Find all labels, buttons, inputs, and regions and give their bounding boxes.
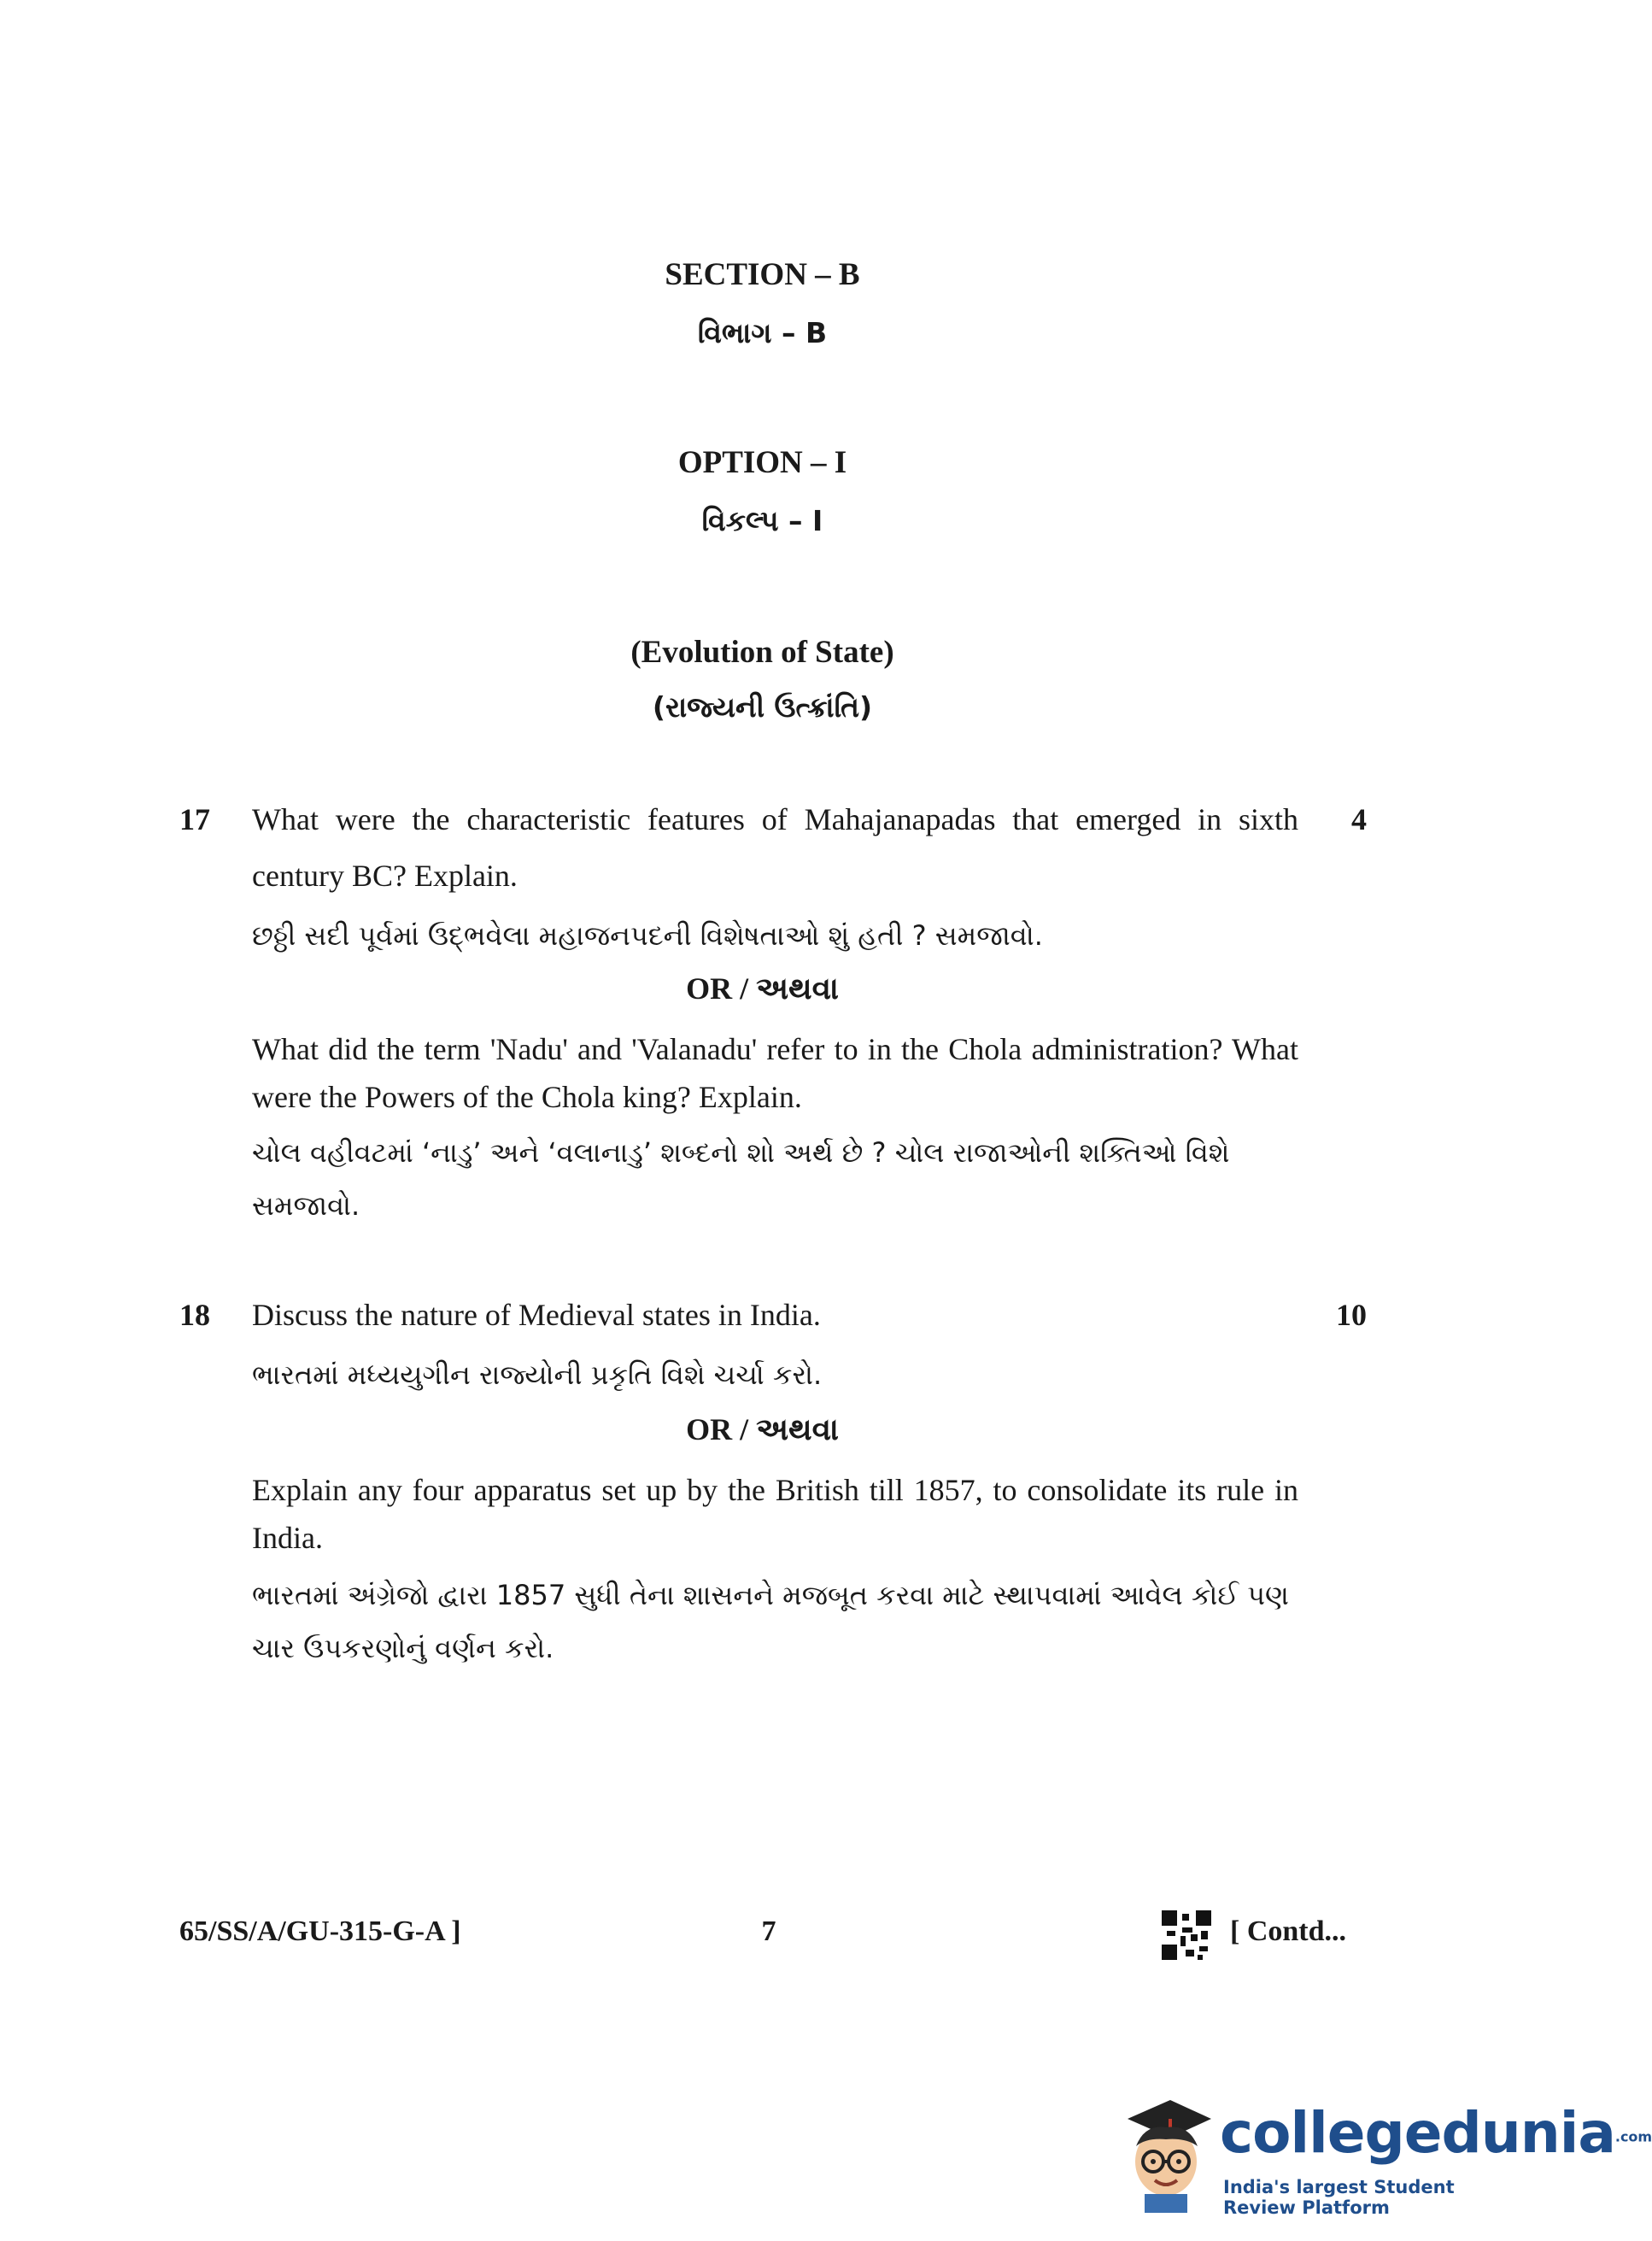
question-text-english: Discuss the nature of Medieval states in India. xyxy=(252,1298,821,1332)
paper-code: 65/SS/A/GU-315-G-A ] xyxy=(179,1915,461,1947)
question-marks: 4 xyxy=(1351,802,1367,836)
brand-name-text: collegedunia xyxy=(1220,2100,1615,2166)
or-separator: OR / અથવા xyxy=(686,971,839,1006)
question-text-gujarati: ભારતમાં મધ્યયુગીન રાજ્યોની પ્રકૃતિ વિશે ચર્ચા કરો. xyxy=(252,1358,823,1391)
question-number: 18 xyxy=(179,1298,210,1332)
alternative-question-english: Explain any four apparatus set up by the British till 1857, to consolidate its rule in India. xyxy=(252,1473,1298,1555)
question-marks: 10 xyxy=(1336,1298,1367,1332)
brand-suffix: .com xyxy=(1614,2128,1652,2145)
continued-label: [ Contd... xyxy=(1230,1915,1347,1947)
brand-name xyxy=(1220,2100,1652,2166)
page-number: 7 xyxy=(761,1915,776,1947)
question-text-gujarati: છઠ્ઠી સદી પૂર્વમાં ઉદ્ભવેલા મહાજનપદની વિશેષતાઓ શું હતી ? સમજાવો. xyxy=(252,919,1043,952)
brand-tagline: India's largest Student Review Platform xyxy=(1223,2177,1455,2218)
question-number: 17 xyxy=(179,802,210,836)
question-text-english: What were the characteristic features of Mahajanapadas that emerged in sixth century BC? Explain. xyxy=(252,802,1298,893)
qr-code-icon xyxy=(1162,1910,1211,1960)
option-title-gujarati: વિકલ્પ – I xyxy=(701,504,823,537)
section-title-gujarati: વિભાગ – B xyxy=(697,316,828,349)
alternative-question-gujarati: ચોલ વહીવટમાં ‘નાડુ’ અને ‘વલાનાડુ’ શબ્દનો શો અર્થ છે ? ચોલ રાજાઓની શક્તિઓ વિશે સમજાવો. xyxy=(252,1136,1230,1222)
topic-title-gujarati: (રાજ્યની ઉત્ક્રાંતિ) xyxy=(652,690,873,724)
topic-title: (Evolution of State) xyxy=(630,635,894,670)
mascot-logo-icon xyxy=(1119,2093,1213,2213)
alternative-question-gujarati: ભારતમાં અંગ્રેજો દ્વારા 1857 સુધી તેના શાસનને મજબૂત કરવા માટે સ્થાપવામાં આવેલ કોઈ પણ ચાર ઉપકરણોનું વર્ણન કરો. xyxy=(252,1579,1289,1664)
section-title: SECTION – B xyxy=(665,257,860,292)
option-title: OPTION – I xyxy=(677,445,847,480)
or-separator: OR / અથવા xyxy=(686,1412,839,1446)
alternative-question-english: What did the term 'Nadu' and 'Valanadu' refer to in the Chola administration? What were the Powers of the Chola king? Explain. xyxy=(252,1032,1298,1114)
